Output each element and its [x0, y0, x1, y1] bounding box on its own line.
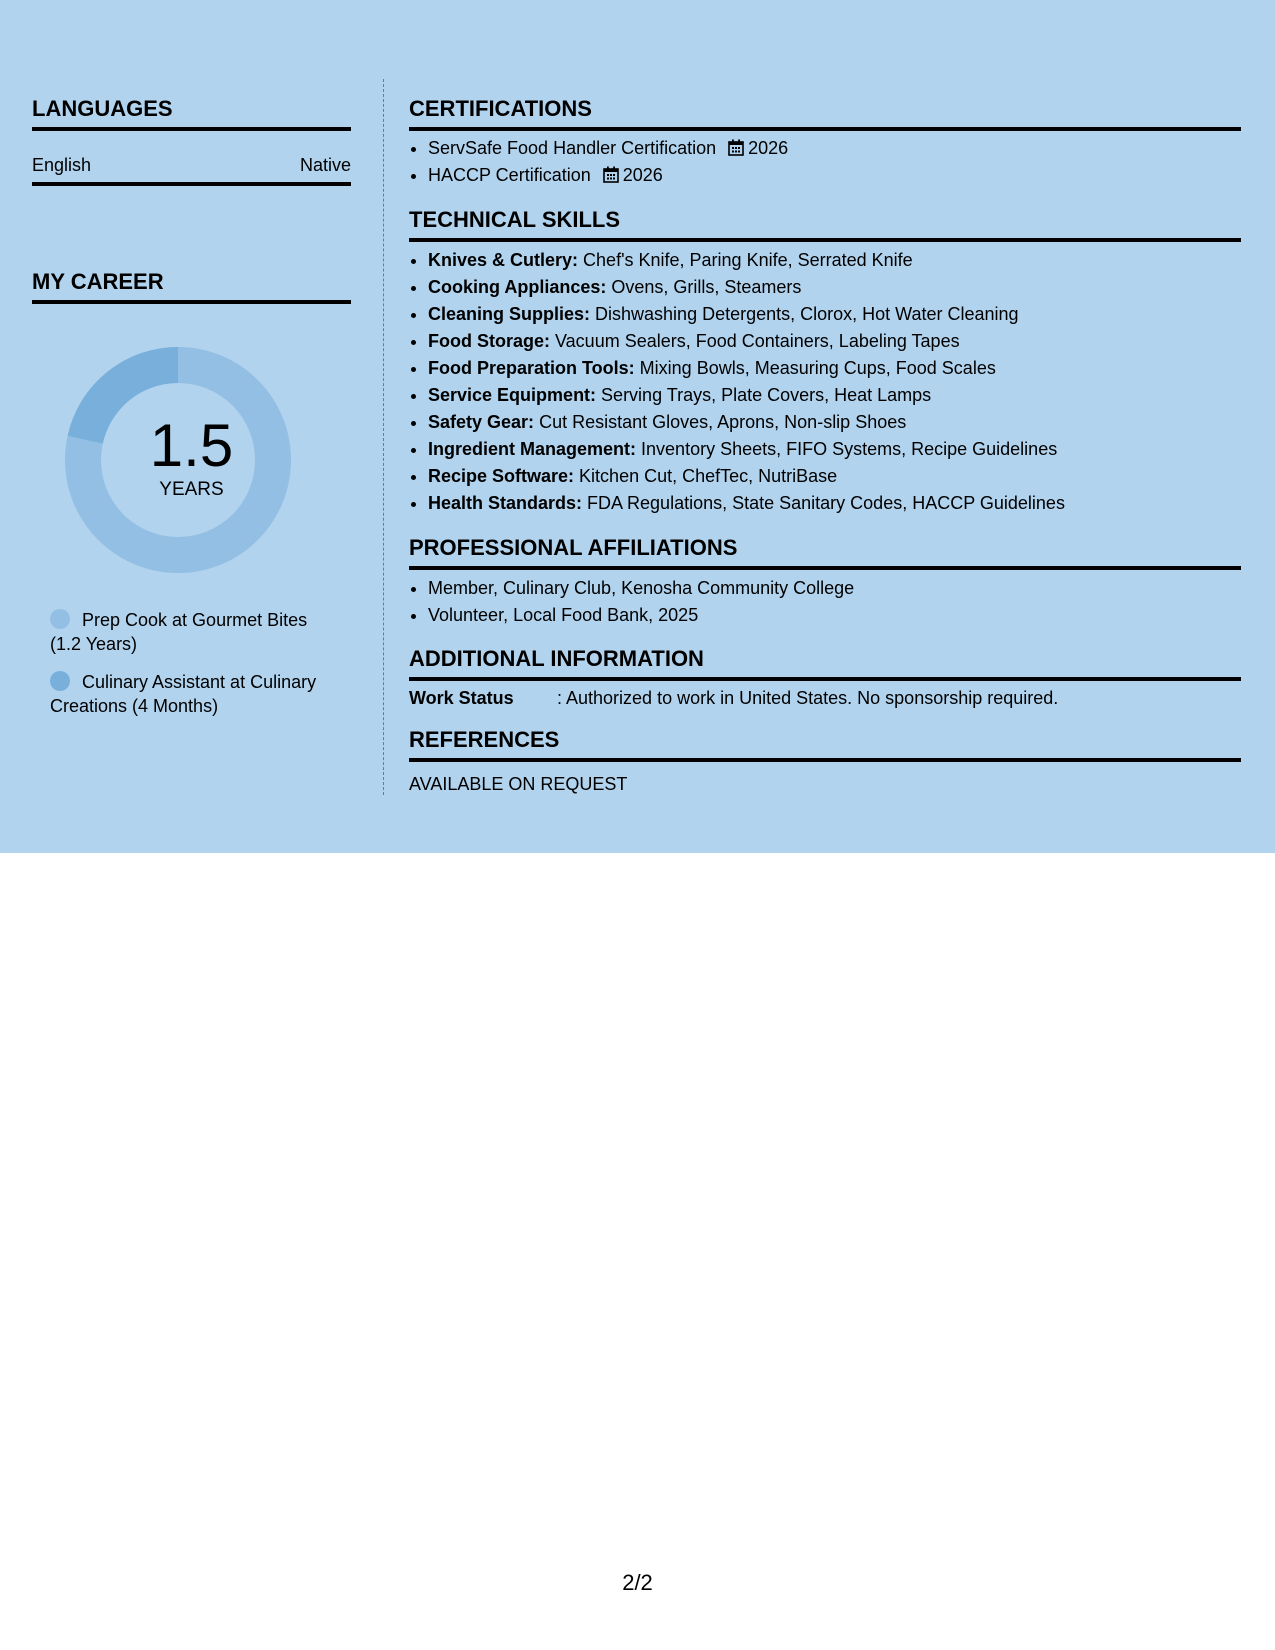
certification-year: 2026: [622, 165, 663, 185]
career-total-unit: YEARS: [159, 479, 224, 500]
language-row: [32, 152, 351, 186]
languages-heading: LANGUAGES: [32, 96, 351, 131]
skill-item: • Knives & Cutlery: Chef's Knife, Paring Knife, Serrated Knife: [428, 247, 1065, 274]
work-status-label: Work Status: [409, 688, 514, 708]
skill-item: • Ingredient Management: Inventory Sheets, FIFO Systems, Recipe Guidelines: [428, 436, 1065, 463]
page-number: 2/2: [622, 1570, 653, 1595]
legend-dot: [50, 609, 70, 629]
skill-item: • Cleaning Supplies: Dishwashing Detergents, Clorox, Hot Water Cleaning: [428, 301, 1065, 328]
legend-label: Culinary Assistant at Culinary Creations (4 Months): [50, 672, 317, 716]
skill-item: • Service Equipment: Serving Trays, Plate Covers, Heat Lamps: [428, 382, 1065, 409]
work-status-value: : Authorized to work in United States. No sponsorship required.: [557, 688, 1059, 708]
skill-item: • Health Standards: FDA Regulations, State Sanitary Codes, HACCP Guidelines: [428, 490, 1065, 517]
column-divider: [383, 79, 384, 795]
additional-info-heading: ADDITIONAL INFORMATION: [409, 646, 1241, 681]
language-level: Native: [299, 155, 351, 175]
certification-year: 2026: [748, 138, 789, 158]
certifications-heading: CERTIFICATIONS: [409, 96, 1241, 131]
certifications-list: [409, 135, 788, 189]
legend-dot: [50, 671, 70, 691]
skill-item: • Food Storage: Vacuum Sealers, Food Containers, Labeling Tapes: [428, 328, 1065, 355]
affiliation-item: • Volunteer, Local Food Bank, 2025: [428, 602, 854, 629]
technical-skills-list: [409, 247, 1065, 517]
legend-item-prep-cook: [50, 608, 340, 656]
affiliation-item: • Member, Culinary Club, Kenosha Community College: [428, 575, 854, 602]
technical-skills-heading: TECHNICAL SKILLS: [409, 207, 1241, 242]
legend-item-culinary-assistant: [50, 670, 340, 718]
skill-item: • Cooking Appliances: Ovens, Grills, Steamers: [428, 274, 1065, 301]
career-total-value: 1.5: [149, 412, 234, 479]
legend-label: Prep Cook at Gourmet Bites (1.2 Years): [50, 610, 308, 654]
left-column: [32, 0, 351, 853]
references-heading: REFERENCES: [409, 727, 1241, 762]
skill-item: • Safety Gear: Cut Resistant Gloves, Aprons, Non-slip Shoes: [428, 409, 1065, 436]
references-text: AVAILABLE ON REQUEST: [409, 774, 628, 794]
right-column: [409, 0, 1241, 853]
skill-item: • Food Preparation Tools: Mixing Bowls, Measuring Cups, Food Scales: [428, 355, 1065, 382]
work-status-row: [409, 686, 1058, 710]
calendar-icon: [603, 166, 619, 183]
career-heading: MY CAREER: [32, 269, 351, 304]
certification-item: • ServSafe Food Handler Certification 2026: [428, 135, 788, 162]
affiliations-list: [409, 575, 854, 629]
skill-item: • Recipe Software: Kitchen Cut, ChefTec, NutriBase: [428, 463, 1065, 490]
affiliations-heading: PROFESSIONAL AFFILIATIONS: [409, 535, 1241, 570]
calendar-icon: [728, 139, 744, 156]
language-name: English: [32, 155, 92, 175]
certification-item: • HACCP Certification 2026: [428, 162, 788, 189]
